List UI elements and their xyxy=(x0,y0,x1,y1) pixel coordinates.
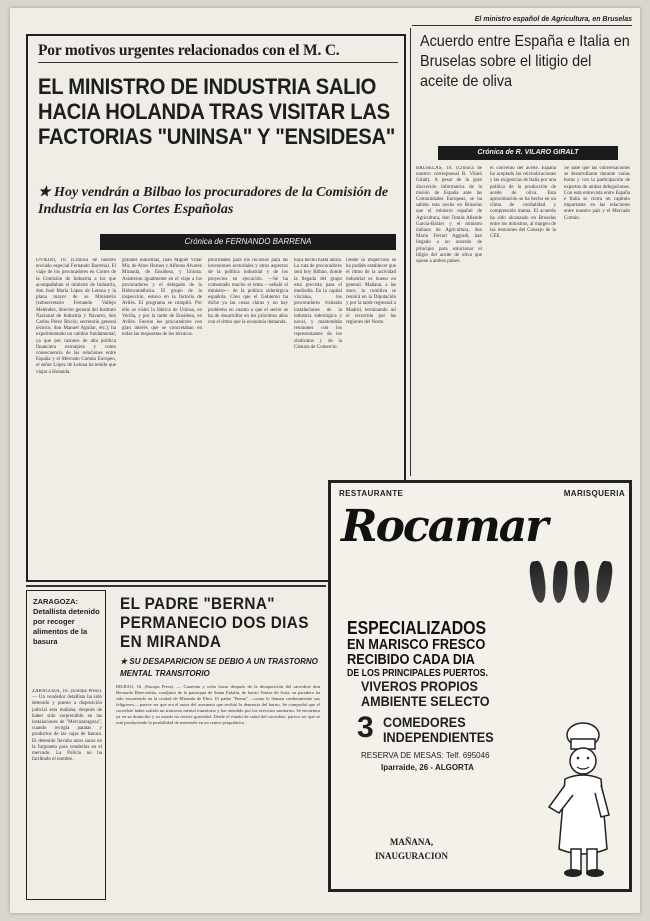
divider-rule xyxy=(26,585,326,587)
ad-comedores-block xyxy=(383,715,494,745)
divider-rule xyxy=(410,28,411,476)
ad-brand-logo: Rocamar xyxy=(341,501,547,552)
ad-open-2: INAUGURACION xyxy=(375,851,449,861)
shrimp-icon xyxy=(574,561,591,604)
right-headline: Acuerdo entre España e Italia en Bruselas sobre el litigio del aceite de oliva xyxy=(420,33,630,90)
main-col-4: haya hecho hasta ahora. La ruta de procuradores será hoy Bilbao, donde la llegada del grupo está prevista para el mediodía. En la capital vizcaína, los procuradores visitarán instalaciones de la industria siderúrgica y naval, y mantendrán reuniones con los representantes de los sindicatos y de la Cámara de Comercio. xyxy=(294,258,342,350)
main-col-5: Desde la inspección se ha podido establecer que el ritmo de la actividad industrial es bueno en general. Mañana, a las once, la comitiva se reunirá en la Diputación y por la tarde regresará a Madrid, terminando así el recorrido por las regiones del Norte. xyxy=(346,258,396,326)
right-byline: Crónica de R. VILARO GIRALT xyxy=(438,146,618,160)
right-col-1: BRUSELAS, 16. (Crónica de nuestro corresponsal R. Vilaró Giralt). A pesar de la gran discreción informativa de la misión de España ante las Comunidades Europeas, se ha sabido esta noche en Bruselas que el ministro español de Agricultura, don Tomás Allende García-Báxter y el ministro italiano de Agricultura, don Mario Ferrari Aggradi, han llegado a un acuerdo de principio para solucionar el litigio del aceite de oliva que opone a ambos países. xyxy=(416,166,482,265)
main-col-1: OVIEDO, 16. (Crónica de nuestro enviado especial Fernando Barrena). El viaje de los procuradores en Cortes de la Comisión de Industria a los que acompañaban el ministro de Industria, don José María López de Letona y la plana mayor de su Ministerio (subsecretario Fernando Vallejo Meléndez, director general del Instituto Nacional de Industria y Navarro, don Carlos Pérez Bricio; secretario general técnico, don Manuel Aguilar, etc.), ha experimentado un cambio fundamental, ya que por razones de alta política financiera extranjera y como consecuencia de las relaciones entre España y el Mercado Común Europeo, el señor López de Letona ha tenido que viajar a Holanda. xyxy=(36,258,116,375)
shrimp-icon xyxy=(528,560,548,604)
newspaper-page xyxy=(10,8,640,913)
ad-line-2: EN MARISCO FRESCO xyxy=(347,637,486,653)
zaragoza-body: ZARAGOZA, 16. (Europa Press). — Un vendedor detallista ha sido detenido y puesto a disposición judicial esta mañana, después de haber sido sorprendido en las instalaciones de "Mercazaragoza", cuando recogía patatas y productos de las cajas de basura. El detenido llevaba unos sacos en la furgoneta para venderlos en el mercado. La Policía no ha facilitado el nombre. xyxy=(32,689,102,763)
main-kicker: Por motivos urgentes relacionados con el M. C. xyxy=(38,42,398,63)
zaragoza-headline: ZARAGOZA: Detallista detenido por recoger alimentos de la basura xyxy=(33,597,100,646)
ad-top-row xyxy=(339,489,625,498)
main-subhead: ★ Hoy vendrán a Bilbao los procuradores de la Comisión de Industria en las Cortes Españolas xyxy=(38,185,389,217)
ad-viveros-block xyxy=(361,679,490,709)
zaragoza-box xyxy=(26,590,106,900)
ad-line-8: INDEPENDIENTES xyxy=(383,729,494,745)
main-headline: EL MINISTRO DE INDUSTRIA SALIO HACIA HOLANDA TRAS VISITAR LAS FACTORIAS "UNINSA" Y "ENSIDESA" xyxy=(38,74,396,149)
ad-line-6: AMBIENTE SELECTO xyxy=(361,693,490,709)
chef-illustration xyxy=(543,721,613,881)
main-byline: Crónica de FERNANDO BARRENA xyxy=(100,234,396,250)
rocamar-ad xyxy=(328,480,632,892)
berna-body: BILBAO, 16. (Europa Press). — Cuarenta y ocho horas después de la desaparición del sacerdote don Bernardo Bereciartúa, coadjutor de la parroquia de Santa Eulalia, de barrio Ventas de Asúa, su paradero ha sido encontrado en la ciudad de Miranda de Ebro. El padre "Berna" —como le llaman cariñosamente sus feligreses— parece ser que era el autor del asesinato que recibió la denuncia del barrio. Se comprobó que el sacerdote había sufrido un trastorno mental transitorio y fue atendido por los servicios sanitarios. Se encuentra ya en su domicilio y su estado no reviste gravedad. Desde el estado de salud del sacerdote, parece ser que se está produciendo la posibilidad de internarle en un centro psiquiátrico. xyxy=(116,684,320,725)
berna-headline: EL PADRE "BERNA" PERMANECIO DOS DIAS EN MIRANDA xyxy=(120,594,309,651)
ad-restaurante: RESTAURANTE xyxy=(339,489,404,498)
ad-line-3: RECIBIDO CADA DIA xyxy=(347,652,475,668)
ad-address: Iparraide, 26 - ALGORTA xyxy=(381,763,474,772)
ad-line-4: DE LOS PRINCIPALES PUERTOS. xyxy=(347,668,488,679)
main-col-2: grandes industrias, Juan Miguel Villar Mir, de Altos Hornos y Alfonso Alvarez Miranda, de Ensidesa, y Uninsa. Asistieron igualmente en el viaje a los procuradores y el delegado de la Hidrocantábrica. El grupo de la inspección, estuvo en la factoría de Avilés. El programa se cumplió. Por ello se visitó la fábrica de Uninsa, en Veriña, y por la tarde de Ensidesa, en Avilés. Fueron los procuradores con gran interés que se concretaban en todas las respuestas de los técnicos. xyxy=(122,258,202,338)
right-col-2: el convenio del aceite. España ha aceptado las reivindicaciones y las exigencias de Italia por una política de la producción de aceite de oliva. Esta aproximación se ha hecho en un clima de cordialidad y comprensión mutua. El acuerdo ha sido alcanzado en Bruselas entre los ministros, al margen de las reuniones del Consejo de la CEE. xyxy=(490,166,556,240)
ad-line-7: COMEDORES xyxy=(383,714,466,730)
right-topline: El ministro español de Agricultura, en Bruselas xyxy=(412,16,632,26)
ad-open-1: MAÑANA, xyxy=(389,837,434,847)
shrimp-icon xyxy=(594,560,614,604)
ad-number: 3 xyxy=(357,711,374,744)
shrimp-icon xyxy=(552,561,569,604)
main-col-3: prioridades para los recursos para las inversiones sectoriales y otros aspectos de la política industrial y de los proyectos en ejecución. —Se ha comentado mucho el tema —señaló el ministro— de la política siderúrgica española. Creo que el Gobierno ha dicho ya las cosas claras y no hay problema en cuanto a que el sector se ha de desarrollar en los próximos años con el ritmo que la economía demanda. xyxy=(208,258,288,326)
ad-line-1: ESPECIALIZADOS xyxy=(347,618,487,638)
ad-marisqueria: MARISQUERIA xyxy=(563,489,625,498)
ad-reserve: RESERVA DE MESAS: Telf. 695046 xyxy=(361,751,490,760)
right-col-3: Se sabe que las conversaciones se desarrollaron durante varias horas y con la participación de expertos de ambas delegaciones. Con esta entrevista entre España e Italia se cierra un capítulo importante en las relaciones entre nuestro país y el Mercado Común. xyxy=(564,166,630,221)
berna-subhead: ★ SU DESAPARICION SE DEBIO A UN TRASTORNO MENTAL TRANSITORIO xyxy=(120,657,318,678)
ad-line-5: VIVEROS PROPIOS xyxy=(361,678,478,694)
ad-opening xyxy=(375,835,448,863)
ad-specialty-block xyxy=(347,619,616,680)
